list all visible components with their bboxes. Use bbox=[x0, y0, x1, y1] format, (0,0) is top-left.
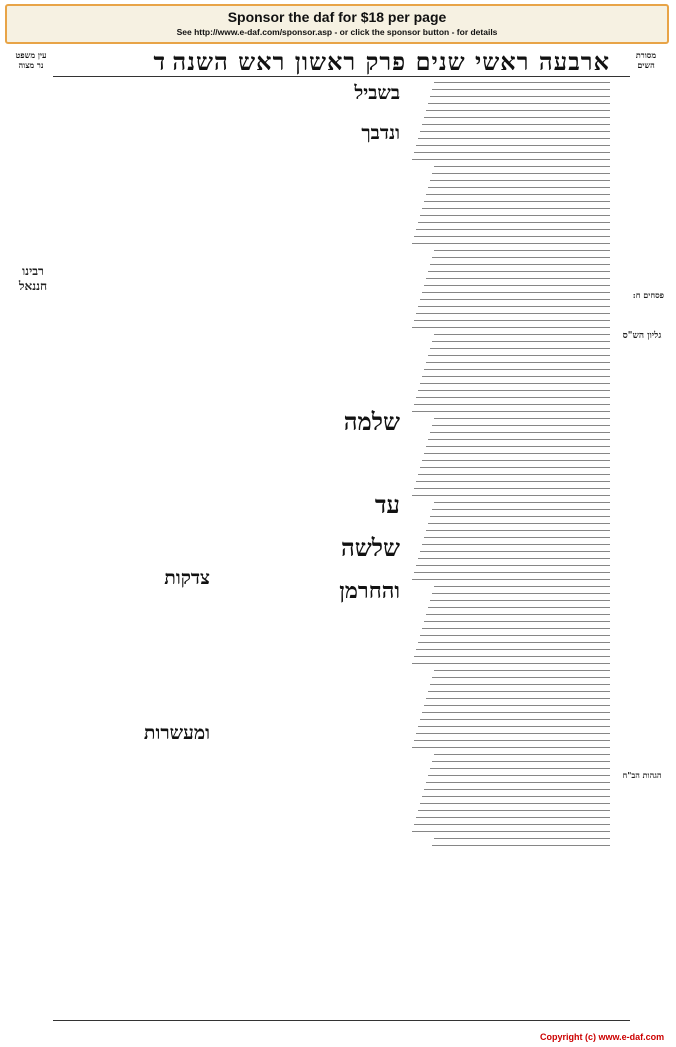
margin-label-gilyon: גליון הש"ס bbox=[622, 331, 662, 341]
text-line bbox=[414, 404, 610, 405]
text-line bbox=[426, 530, 610, 531]
text-line bbox=[412, 747, 610, 748]
text-line bbox=[430, 264, 610, 265]
margin-label-hagahot: הגהות הב"ח bbox=[622, 770, 662, 780]
text-line bbox=[434, 502, 610, 503]
text-line bbox=[422, 628, 610, 629]
bottom-rule bbox=[53, 1020, 630, 1021]
text-line bbox=[412, 411, 610, 412]
text-line bbox=[414, 236, 610, 237]
text-line bbox=[416, 397, 610, 398]
text-line bbox=[420, 635, 610, 636]
text-line bbox=[422, 544, 610, 545]
text-line bbox=[432, 257, 610, 258]
text-line bbox=[424, 789, 610, 790]
text-line bbox=[418, 642, 610, 643]
text-line bbox=[434, 754, 610, 755]
sponsor-subline: See http://www.e-daf.com/sponsor.asp - or click the sponsor button - for details bbox=[176, 27, 498, 37]
text-line bbox=[424, 705, 610, 706]
text-line bbox=[426, 194, 610, 195]
text-line bbox=[420, 803, 610, 804]
text-line bbox=[434, 82, 610, 83]
tosafot-commentary bbox=[55, 82, 210, 882]
text-line bbox=[420, 467, 610, 468]
text-line bbox=[420, 131, 610, 132]
text-line bbox=[424, 201, 610, 202]
header-rule bbox=[53, 76, 630, 77]
text-line bbox=[422, 796, 610, 797]
text-line bbox=[414, 152, 610, 153]
rashi-commentary bbox=[410, 82, 610, 862]
text-line bbox=[412, 327, 610, 328]
text-line bbox=[424, 453, 610, 454]
text-line bbox=[432, 761, 610, 762]
text-line bbox=[418, 558, 610, 559]
left-margin-column bbox=[8, 80, 58, 1030]
text-line bbox=[430, 768, 610, 769]
text-line bbox=[430, 96, 610, 97]
text-line bbox=[416, 649, 610, 650]
text-line bbox=[424, 369, 610, 370]
text-line bbox=[428, 439, 610, 440]
text-line bbox=[420, 383, 610, 384]
text-line bbox=[428, 691, 610, 692]
text-line bbox=[432, 425, 610, 426]
text-line bbox=[426, 782, 610, 783]
bottom-commentary bbox=[55, 880, 610, 1020]
text-line bbox=[424, 117, 610, 118]
text-line bbox=[434, 418, 610, 419]
dibbur-shlomo: שלמה bbox=[343, 407, 400, 436]
text-line bbox=[434, 250, 610, 251]
rabbeinu-chananel-title: רבינו חננאל bbox=[18, 264, 48, 293]
text-line bbox=[434, 334, 610, 335]
text-line bbox=[422, 208, 610, 209]
text-line bbox=[430, 180, 610, 181]
opening-word: בשביל bbox=[354, 82, 400, 104]
masoret-hashas-label: מסורת השים bbox=[635, 50, 657, 70]
text-line bbox=[428, 355, 610, 356]
text-line bbox=[422, 292, 610, 293]
talmud-page bbox=[8, 0, 670, 1047]
sponsor-headline: Sponsor the daf for $18 per page bbox=[227, 9, 447, 25]
text-line bbox=[420, 719, 610, 720]
dibbur-vnidbach: ונדבך bbox=[361, 122, 400, 144]
dibbur-shlosha: שלשה bbox=[340, 533, 400, 562]
daf-number: ד bbox=[153, 47, 165, 76]
text-line bbox=[428, 607, 610, 608]
text-line bbox=[416, 313, 610, 314]
text-line bbox=[432, 845, 610, 846]
text-line bbox=[430, 348, 610, 349]
text-line bbox=[434, 670, 610, 671]
text-line bbox=[434, 166, 610, 167]
text-line bbox=[420, 551, 610, 552]
text-line bbox=[428, 775, 610, 776]
text-line bbox=[426, 110, 610, 111]
text-line bbox=[430, 516, 610, 517]
text-line bbox=[432, 341, 610, 342]
text-line bbox=[428, 103, 610, 104]
text-line bbox=[426, 362, 610, 363]
text-line bbox=[428, 187, 610, 188]
text-line bbox=[434, 838, 610, 839]
text-line bbox=[428, 523, 610, 524]
text-line bbox=[428, 271, 610, 272]
text-line bbox=[432, 173, 610, 174]
text-line bbox=[432, 593, 610, 594]
text-line bbox=[418, 306, 610, 307]
text-line bbox=[420, 215, 610, 216]
text-line bbox=[412, 495, 610, 496]
text-line bbox=[420, 299, 610, 300]
text-line bbox=[430, 432, 610, 433]
text-line bbox=[412, 663, 610, 664]
text-line bbox=[414, 572, 610, 573]
text-line bbox=[424, 621, 610, 622]
copyright-notice: Copyright (c) www.e-daf.com bbox=[540, 1032, 665, 1042]
dibbur-tzedakot: צדקות bbox=[164, 567, 210, 589]
text-line bbox=[418, 222, 610, 223]
dibbur-vehacharman: והחרמן bbox=[339, 578, 400, 604]
text-line bbox=[416, 565, 610, 566]
text-line bbox=[424, 537, 610, 538]
text-line bbox=[432, 89, 610, 90]
text-line bbox=[418, 726, 610, 727]
dibbur-umaasrot: ומעשרות bbox=[143, 722, 210, 744]
ein-mishpat-label: עין משפט נר מצוה bbox=[15, 50, 47, 70]
text-line bbox=[418, 810, 610, 811]
text-line bbox=[416, 229, 610, 230]
text-line bbox=[414, 740, 610, 741]
text-line bbox=[418, 390, 610, 391]
text-line bbox=[426, 698, 610, 699]
dibbur-ad: עד bbox=[374, 490, 400, 519]
text-line bbox=[412, 831, 610, 832]
text-line bbox=[422, 712, 610, 713]
text-line bbox=[414, 488, 610, 489]
text-line bbox=[430, 684, 610, 685]
text-line bbox=[412, 159, 610, 160]
text-line bbox=[426, 278, 610, 279]
text-line bbox=[434, 586, 610, 587]
text-line bbox=[426, 446, 610, 447]
text-line bbox=[416, 481, 610, 482]
text-line bbox=[414, 656, 610, 657]
text-line bbox=[416, 733, 610, 734]
text-line bbox=[414, 824, 610, 825]
text-line bbox=[424, 285, 610, 286]
text-line bbox=[418, 138, 610, 139]
text-line bbox=[422, 460, 610, 461]
text-line bbox=[422, 124, 610, 125]
text-line bbox=[432, 677, 610, 678]
rashi-text-lines bbox=[410, 82, 610, 852]
text-line bbox=[432, 509, 610, 510]
text-line bbox=[412, 243, 610, 244]
text-line bbox=[430, 600, 610, 601]
gemara-main-text bbox=[215, 82, 400, 642]
text-line bbox=[422, 376, 610, 377]
text-line bbox=[416, 817, 610, 818]
text-line bbox=[418, 474, 610, 475]
right-margin-column bbox=[614, 80, 670, 800]
text-line bbox=[416, 145, 610, 146]
text-line bbox=[414, 320, 610, 321]
text-line bbox=[426, 614, 610, 615]
text-line bbox=[412, 579, 610, 580]
page-title: ארבעה ראשי שנים פרק ראשון ראש השנה bbox=[172, 47, 610, 76]
margin-label-pesachim: פסחים ח: bbox=[632, 290, 664, 300]
